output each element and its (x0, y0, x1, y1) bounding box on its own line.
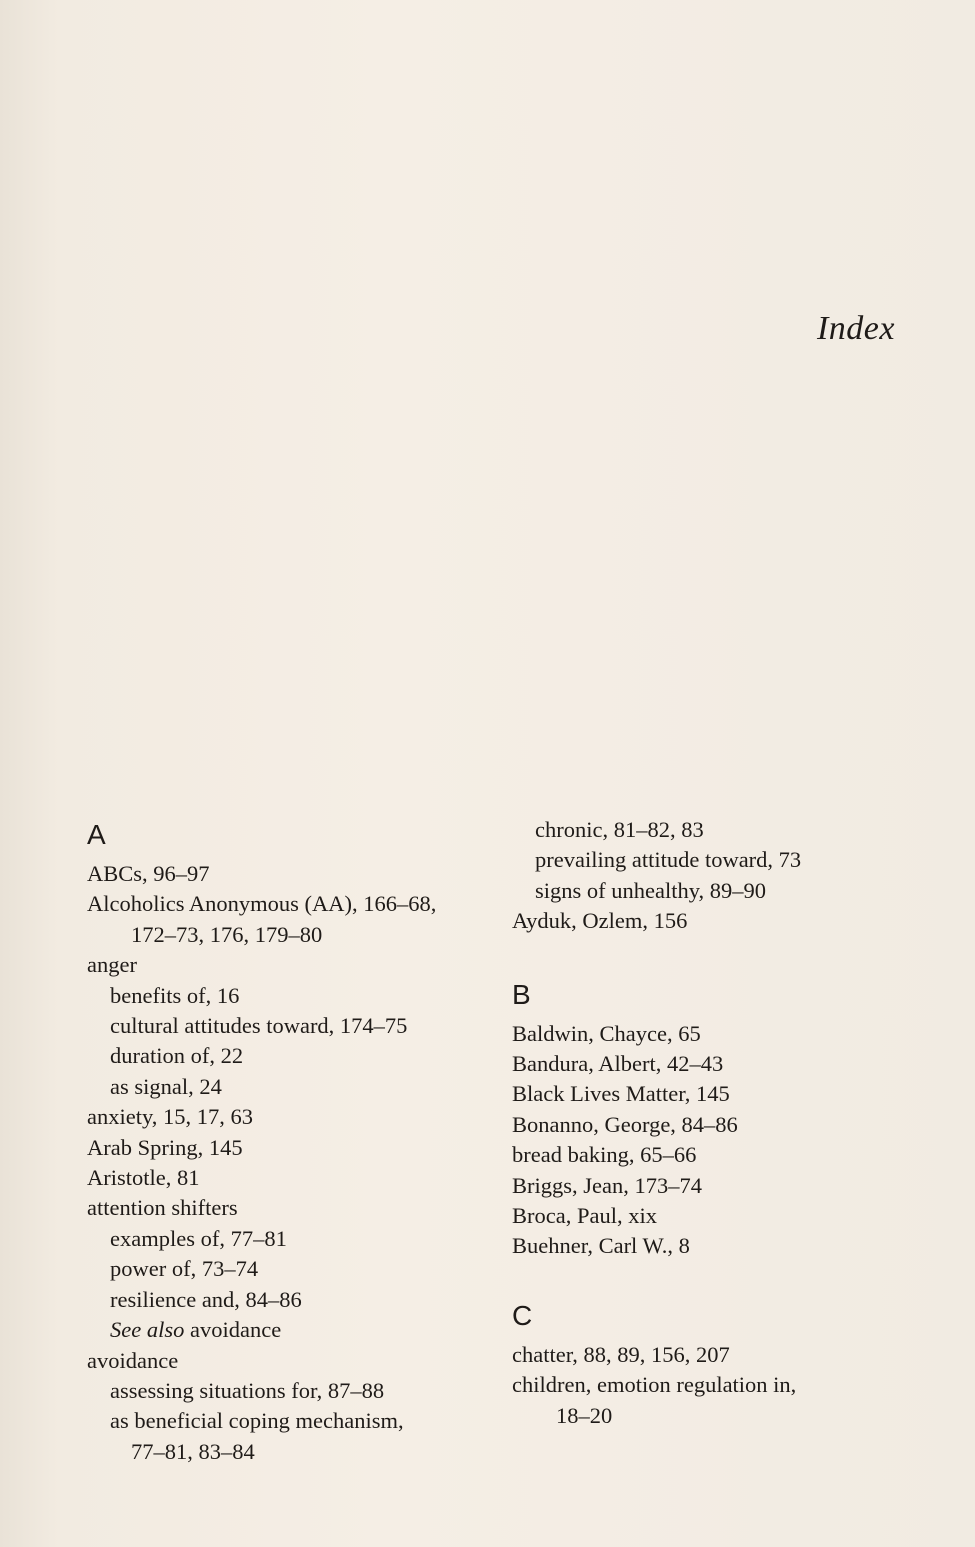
section-spacer (512, 1262, 932, 1296)
page-title: Index (816, 310, 895, 347)
index-entry-continued: 172–73, 176, 179–80 (131, 921, 323, 947)
index-subentry: assessing situations for, 87–88 (110, 1377, 385, 1403)
index-subentry: power of, 73–74 (110, 1256, 259, 1282)
index-column-right (512, 815, 932, 1431)
index-entry: Broca, Paul, xix (512, 1203, 657, 1229)
index-subentry: as signal, 24 (110, 1073, 222, 1099)
index-cross-reference (87, 1315, 507, 1345)
index-subentry: as beneficial coping mechanism, (110, 1408, 404, 1434)
index-entry: anger (87, 952, 137, 978)
index-entry: Bonanno, George, 84–86 (512, 1111, 738, 1137)
index-entry: Baldwin, Chayce, 65 (512, 1020, 701, 1046)
index-entry: Aristotle, 81 (87, 1165, 200, 1191)
index-entry: children, emotion regulation in, (512, 1372, 797, 1398)
index-subentry: duration of, 22 (110, 1043, 244, 1069)
index-entry: Briggs, Jean, 173–74 (512, 1172, 702, 1198)
index-entry-continued: 77–81, 83–84 (131, 1438, 255, 1464)
index-entry: chatter, 88, 89, 156, 207 (512, 1341, 730, 1367)
index-entry: anxiety, 15, 17, 63 (87, 1104, 254, 1130)
index-subentry: prevailing attitude toward, 73 (535, 847, 802, 873)
section-letter-c: C (512, 1299, 533, 1331)
section-letter-b: B (512, 978, 531, 1010)
index-entry: Bandura, Albert, 42–43 (512, 1051, 724, 1077)
section-spacer (512, 937, 932, 975)
index-entry: attention shifters (87, 1195, 238, 1221)
index-entry: Ayduk, Ozlem, 156 (512, 908, 688, 934)
index-entry: Buehner, Carl W., 8 (512, 1233, 690, 1259)
index-column-left (87, 815, 507, 1467)
section-letter-a: A (87, 819, 106, 850)
index-subentry: cultural attitudes toward, 174–75 (110, 1013, 408, 1039)
index-subentry: examples of, 77–81 (110, 1225, 287, 1251)
index-entry: Black Lives Matter, 145 (512, 1081, 730, 1107)
index-subentry: signs of unhealthy, 89–90 (535, 877, 767, 903)
index-entry-continued: 18–20 (556, 1402, 613, 1428)
index-subentry: resilience and, 84–86 (110, 1286, 302, 1312)
index-subentry: benefits of, 16 (110, 982, 240, 1008)
cross-reference-target: avoidance (189, 1317, 282, 1343)
index-entry: Alcoholics Anonymous (AA), 166–68, (87, 891, 437, 917)
index-entry: avoidance (87, 1347, 179, 1373)
see-also-label: See also (110, 1317, 185, 1343)
index-entry: bread baking, 65–66 (512, 1142, 697, 1168)
index-entry: ABCs, 96–97 (87, 861, 210, 886)
index-entry: Arab Spring, 145 (87, 1134, 243, 1160)
index-subentry: chronic, 81–82, 83 (535, 817, 704, 842)
